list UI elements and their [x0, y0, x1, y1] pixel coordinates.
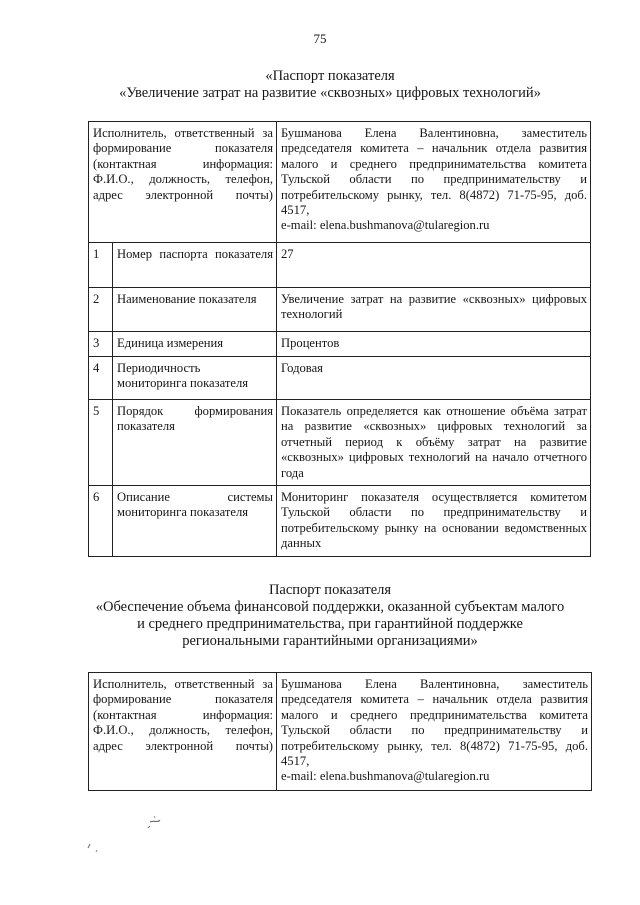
table-row: [89, 357, 591, 400]
passport1-heading: [60, 68, 600, 102]
passport2-title: Паспорт показателя: [268, 582, 392, 598]
row-number: 3: [89, 332, 113, 357]
executor-label: Исполнитель, ответственный за формирование показателя (контактная информация: Ф.И.О., должность, телефон, адрес электронной почты): [89, 122, 277, 243]
row-value: Увеличение затрат на развитие «сквозных» цифровых технологий: [277, 288, 591, 332]
row-number: 4: [89, 357, 113, 400]
passport1-table: [88, 121, 591, 557]
passport2-subtitle-line: региональными гарантийными организациями»: [182, 633, 478, 649]
row-value: Показатель определяется как отношение объёма затрат на развитие «сквозных» цифровых технологий за отчетный период к объёму затрат на развитие «сквозных» цифровых технологий на начало отчетного года: [277, 400, 591, 486]
row-value: Годовая: [277, 357, 591, 400]
table-row: [89, 332, 591, 357]
row-value: 27: [277, 243, 591, 288]
row-label: Номер паспорта показателя: [113, 243, 277, 288]
row-label: Периодичность мониторинга показателя: [113, 357, 277, 400]
row-label: Единица измерения: [113, 332, 277, 357]
executor-row: [89, 673, 592, 791]
passport1-subtitle: «Увеличение затрат на развитие «сквозных» цифровых технологий»: [119, 85, 541, 101]
executor-email: e-mail: elena.bushmanova@tularegion.ru: [281, 218, 490, 233]
table-row: [89, 486, 591, 557]
row-label: Наименование показателя: [113, 288, 277, 332]
executor-label: Исполнитель, ответственный за формирование показателя (контактная информация: Ф.И.О., должность, телефон, адрес электронной почты): [89, 673, 277, 791]
executor-value: Бушманова Елена Валентиновна, заместитель председателя комитета – начальник отдела развития малого и среднего предпринимательства комитета Тульской области по предпринимательству и потребительскому рынку, тел. 8(4872) 71-75-95, доб. 4517,: [281, 126, 587, 218]
executor-cell: [277, 122, 591, 243]
row-number: 1: [89, 243, 113, 288]
executor-value: Бушманова Елена Валентиновна, заместитель председателя комитета – начальник отдела развития малого и среднего предпринимательства комитета Тульской области по предпринимательству и потребительскому рынку, тел. 8(4872) 71-75-95, доб. 4517,: [281, 677, 588, 769]
row-value: Мониторинг показателя осуществляется комитетом Тульской области по предпринимательству и потребительскому рынку на основании ведомственных данных: [277, 486, 591, 557]
executor-row: [89, 122, 591, 243]
executor-email: e-mail: elena.bushmanova@tularegion.ru: [281, 769, 490, 784]
page-number: 75: [313, 31, 327, 46]
table-row: [89, 243, 591, 288]
passport2-table: [88, 672, 592, 791]
row-number: 6: [89, 486, 113, 557]
executor-cell: [277, 673, 592, 791]
row-number: 2: [89, 288, 113, 332]
row-label: Описание системы мониторинга показателя: [113, 486, 277, 557]
row-value: Процентов: [277, 332, 591, 357]
row-number: 5: [89, 400, 113, 486]
row-label: Порядок формирования показателя: [113, 400, 277, 486]
stray-marks: [84, 814, 194, 854]
passport2-heading: [60, 582, 600, 650]
table-row: [89, 400, 591, 486]
passport2-subtitle-line: и среднего предпринимательства, при гарантийной поддержке: [137, 616, 523, 632]
passport1-title: «Паспорт показателя: [265, 68, 395, 84]
table-row: [89, 288, 591, 332]
passport2-subtitle-line: «Обеспечение объема финансовой поддержки, оказанной субъектам малого: [95, 599, 565, 615]
